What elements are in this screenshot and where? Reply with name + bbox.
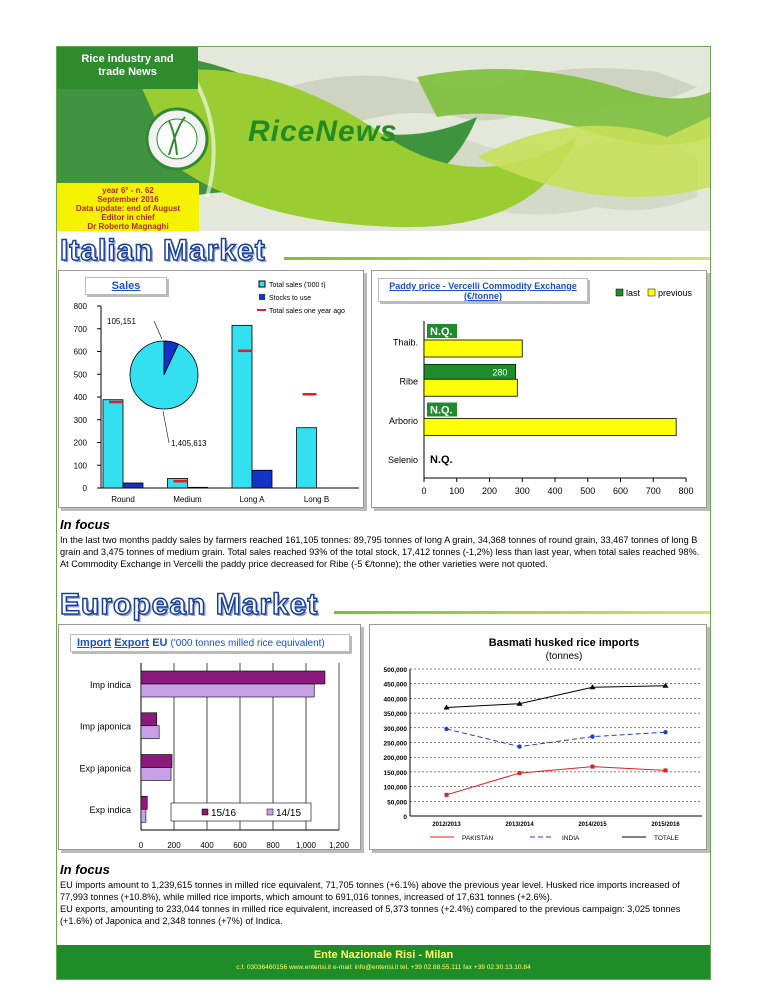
value-label: 280 (492, 367, 508, 378)
issue-info (57, 183, 199, 231)
legend-label: Stocks to use (269, 295, 312, 302)
y-tick-label: 800 (73, 302, 87, 311)
legend-label: PAKISTAN (462, 835, 494, 842)
category-label: Exp japonica (79, 763, 131, 774)
y-tick-label: 0 (82, 484, 87, 493)
y-tick-label: 400,000 (383, 696, 407, 704)
y-tick-label: 150,000 (383, 769, 407, 777)
bar-14-15 (141, 809, 146, 822)
series-line (447, 686, 666, 708)
basmati-chart (370, 625, 708, 851)
legend-swatch (259, 281, 265, 287)
european-market-title: European Market (60, 588, 319, 621)
bar-14-15 (141, 768, 171, 781)
chart-title: Basmati husked rice imports (488, 637, 640, 649)
data-point (518, 771, 522, 775)
y-tick-label: 600 (73, 347, 87, 357)
trade-chart (59, 625, 362, 851)
bar-14-15 (141, 684, 314, 697)
y-tick-label: 400 (73, 393, 87, 402)
bar-previous (424, 379, 517, 396)
sales-chart-panel (58, 270, 364, 508)
data-point (444, 727, 448, 731)
y-tick-label: 200,000 (383, 755, 407, 763)
x-tick-label: 2014/2015 (578, 822, 607, 828)
category-label: Long B (303, 495, 330, 504)
pie-leader (163, 411, 169, 443)
bar-previous (424, 419, 676, 436)
paddy-label-line1: Paddy price - Vercelli Commodity Exchange (389, 281, 577, 291)
issue-line: Dr Roberto Magnaghi (87, 222, 169, 231)
x-tick-label: 500 (580, 486, 596, 496)
brand-title: RiceNews (248, 115, 398, 148)
legend-label: 14/15 (276, 808, 302, 819)
focus-paragraph: In the last two months paddy sales by farmers reached 161,105 tonnes: 89,795 tonnes of long A grain, 34,368 tonnes of round grain, 33,467 tonnes of long B grain and 3,475 tonnes of medium grain. Total sales reached 93% of the total stock, 17,412 tonnes (-1,2%) less than last year, when total sales reached 98%. (60, 535, 700, 557)
x-tick-label: 2013/2014 (505, 822, 534, 828)
y-tick-label: 200 (73, 438, 87, 448)
nq-label: N.Q. (430, 326, 453, 338)
category-label: Imp indica (89, 679, 131, 690)
paddy-chart (372, 271, 708, 509)
x-tick-label: 800 (266, 841, 280, 850)
tagline-line1: Rice industry and (81, 53, 174, 65)
bar-15-16 (141, 755, 172, 768)
legend-swatch (259, 294, 265, 300)
label-import: Import (77, 637, 112, 649)
bar-14-15 (141, 726, 159, 739)
title-underline (284, 257, 710, 260)
european-focus-heading: In focus (60, 862, 110, 877)
issue-line: year 6° - n. 62 (102, 186, 154, 195)
bar-stocks (252, 470, 272, 488)
x-tick-label: 300 (514, 486, 530, 496)
footer (57, 945, 710, 979)
category-label: Thaib. (392, 337, 418, 348)
y-tick-label: 50,000 (387, 799, 407, 807)
y-tick-label: 300,000 (383, 725, 407, 733)
italian-market-title: Italian Market (60, 234, 266, 267)
y-tick-label: 100,000 (383, 784, 407, 792)
bar-total-sales (168, 478, 188, 488)
y-tick-label: 450,000 (383, 681, 407, 689)
y-tick-label: 350,000 (383, 711, 407, 719)
data-point (445, 793, 449, 797)
category-label: Selenio (387, 455, 418, 466)
x-tick-label: 1,200 (328, 841, 350, 850)
x-tick-label: 200 (481, 486, 498, 496)
footer-org: Ente Nazionale Risi - Milan (313, 949, 454, 961)
bar-15-16 (141, 796, 147, 809)
focus-paragraph: At Commodity Exchange in Vercelli the paddy price decreased for Ribe (-5 €/tonne); the other varieties were not quoted. (60, 559, 548, 569)
x-tick-label: 1,000 (295, 841, 317, 850)
x-tick-label: 600 (612, 486, 629, 496)
bar-15-16 (141, 671, 325, 684)
italian-focus-heading: In focus (60, 517, 110, 532)
x-tick-label: 0 (421, 486, 427, 496)
y-tick-label: 500 (73, 370, 87, 380)
legend-label: Total sales one year ago (269, 308, 345, 315)
category-label: Long A (239, 495, 265, 504)
nq-label: N.Q. (430, 404, 453, 417)
legend-swatch (616, 289, 623, 296)
y-tick-label: 700 (73, 324, 87, 334)
nq-label: N.Q. (430, 454, 453, 467)
pie-label: 105,151 (107, 317, 136, 326)
focus-paragraph: EU imports amount to 1,239,615 tonnes in milled rice equivalent, 71,705 tonnes (+6.1%) above the previous year level. Husked rice imports increased of 77,993 tonnes (+10.8%), while milled rice imports, which amount to 691,016 tonnes, increased of 17,631 tonnes (+2.6%). (60, 880, 680, 902)
series-line (447, 729, 666, 747)
sales-label: Sales (85, 277, 167, 295)
data-point (590, 734, 594, 738)
label-eu: EU (152, 637, 168, 649)
bar-total-sales (103, 400, 123, 488)
data-point (663, 730, 667, 734)
x-tick-label: 200 (167, 841, 181, 850)
x-tick-label: 700 (645, 486, 661, 496)
legend-label: 15/16 (211, 808, 237, 819)
category-label: Ribe (399, 376, 418, 387)
tagline (57, 47, 198, 89)
x-tick-label: 2012/2013 (432, 822, 461, 828)
label-unit: ('000 tonnes milled rice equivalent) (170, 638, 325, 649)
european-focus-text (60, 879, 708, 927)
footer-contacts: c.f. 03036460156 www.enterisi.it e-mail: info@enterisi.it tel. +39 02.88.55.111 fax +39 02.30.13.10.84 (236, 964, 531, 971)
italian-focus-text (60, 534, 708, 570)
legend-label: Total sales ('000 t) (269, 282, 326, 289)
pie-leader (154, 321, 162, 339)
y-tick-label: 500,000 (383, 667, 407, 674)
issue-line: Data update: end of August (75, 204, 181, 213)
legend-label: TOTALE (654, 835, 679, 842)
y-tick-label: 100 (73, 461, 87, 471)
sales-chart (59, 271, 365, 509)
category-label: Imp japonica (79, 721, 131, 732)
bar-total-sales (297, 428, 317, 488)
data-point (517, 744, 521, 748)
bar-stocks (188, 487, 208, 488)
label-export: Export (114, 637, 150, 649)
category-label: Arborio (388, 415, 418, 426)
legend-swatch (202, 809, 208, 815)
series-line (447, 767, 666, 795)
paddy-label-line2: (€/tonne) (464, 291, 502, 301)
trade-label (70, 634, 350, 652)
x-tick-label: 2015/2016 (651, 822, 680, 828)
tagline-line2: trade News (98, 66, 157, 78)
legend-label: INDIA (562, 835, 580, 842)
y-tick-label: 0 (403, 814, 407, 821)
y-tick-label: 250,000 (383, 740, 407, 748)
issue-line: Editor in chief (101, 213, 155, 222)
pie-label: 1,405,613 (171, 439, 207, 448)
data-point (591, 765, 595, 769)
title-underline (334, 611, 710, 614)
x-tick-label: 800 (678, 486, 694, 496)
category-label: Round (111, 495, 135, 504)
x-tick-label: 0 (138, 841, 144, 850)
category-label: Exp indica (89, 805, 131, 816)
bar-stocks (123, 483, 143, 488)
legend-label: last (626, 288, 641, 298)
y-tick-label: 300 (73, 415, 87, 425)
data-point (664, 768, 668, 772)
x-tick-label: 600 (233, 841, 247, 850)
basmati-chart-panel (369, 624, 707, 850)
trade-chart-panel (58, 624, 361, 850)
paddy-label (378, 278, 588, 302)
legend-swatch (648, 289, 655, 296)
bar-15-16 (141, 713, 157, 726)
legend-swatch (267, 809, 273, 815)
chart-subtitle: (tonnes) (545, 651, 583, 662)
x-tick-label: 100 (449, 486, 465, 496)
issue-line: September 2016 (97, 195, 159, 204)
category-label: Medium (173, 495, 202, 504)
x-tick-label: 400 (547, 486, 563, 496)
legend-label: previous (658, 288, 693, 298)
bar-previous (424, 340, 522, 357)
x-tick-label: 400 (200, 841, 214, 850)
paddy-chart-panel (371, 270, 707, 508)
focus-paragraph: EU exports, amounting to 233,044 tonnes in milled rice equivalent, increased of 5,373 tonnes (+2.4%) compared to the previous campaign: 3,025 tonnes (+1.6%) of Japonica and 2,348 tonnes (+7%) of Indica. (60, 904, 681, 926)
